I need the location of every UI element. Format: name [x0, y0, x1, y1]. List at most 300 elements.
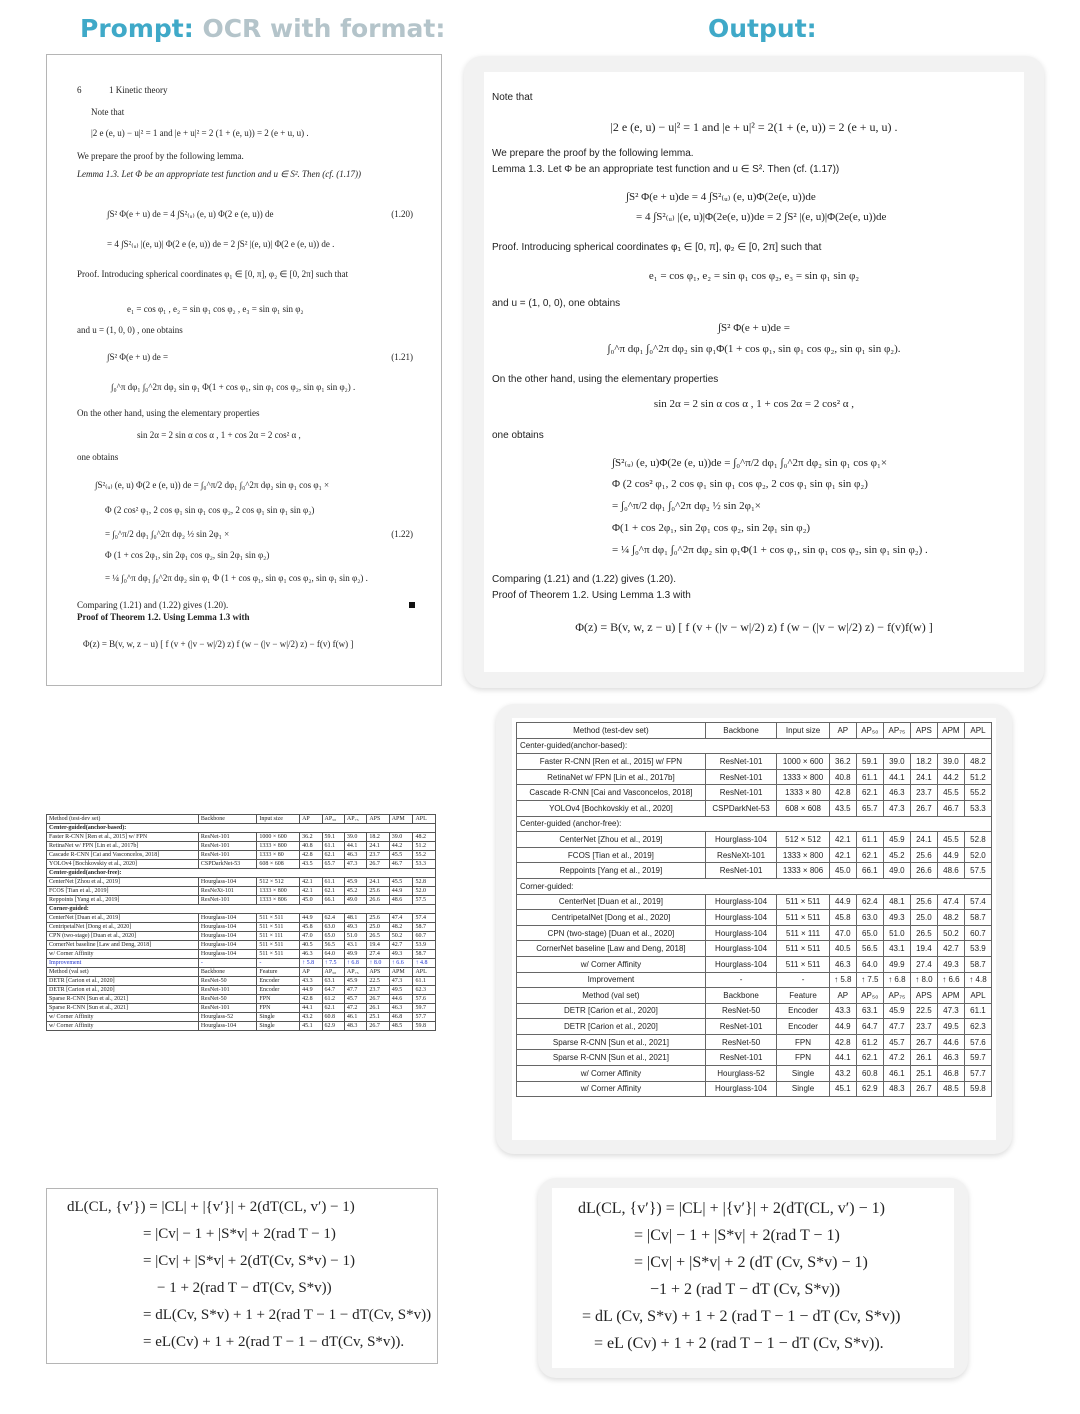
table-cell: w/ Corner Affinity [517, 1066, 706, 1082]
table-cell: 52.0 [413, 887, 436, 896]
output-card-table [496, 704, 1012, 1154]
table-cell: Hourglass-104 [705, 941, 776, 957]
table-cell: 24.1 [367, 842, 389, 851]
table-cell: 1333 × 800 [777, 847, 829, 863]
table-cell: Input size [257, 815, 300, 824]
table-cell: 64.0 [322, 950, 344, 959]
table-cell: 50.2 [937, 925, 964, 941]
table-cell: 23.7 [367, 986, 389, 995]
table-cell: 46.1 [883, 1066, 910, 1082]
table-cell: 47.2 [344, 1004, 366, 1013]
table-cell: 62.4 [856, 894, 883, 910]
table-cell: APL [413, 968, 436, 977]
table-cell: 48.3 [883, 1081, 910, 1097]
table-cell: 40.5 [300, 941, 322, 950]
table-cell: 56.5 [856, 941, 883, 957]
equation: = 4 ∫S²₍ᵤ₎ |(e, u)|Φ(2e(e, u))de = 2 ∫S² |(e, u)|Φ(2e(e, u))de [636, 211, 887, 223]
table-cell: ResNet-101 [198, 842, 256, 851]
equation: ∫S² Φ(e + u)de = [718, 322, 790, 334]
table-cell: 59.1 [322, 833, 344, 842]
table-cell: 55.2 [413, 851, 436, 860]
table-cell: 51.2 [413, 842, 436, 851]
table-cell: AP₅₀ [856, 723, 883, 739]
table-cell: Feature [777, 988, 829, 1004]
table-cell: 45.9 [883, 1003, 910, 1019]
table-header-row [47, 968, 436, 977]
output-card-formula [538, 1178, 968, 1378]
table-group-label: Corner-guided: [47, 905, 436, 914]
table-cell: 62.1 [322, 887, 344, 896]
table-cell: 22.5 [367, 977, 389, 986]
table-cell: AP₅₀ [322, 815, 344, 824]
table-cell: 27.4 [367, 950, 389, 959]
table-cell: 43.1 [344, 941, 366, 950]
table-cell: 26.7 [367, 860, 389, 869]
table-header-row [517, 988, 992, 1004]
table-row [47, 860, 436, 869]
table-cell: AP₇₅ [883, 988, 910, 1004]
table-cell: 46.7 [937, 800, 964, 816]
table-cell: 39.0 [389, 833, 413, 842]
table-cell: 61.1 [413, 977, 436, 986]
table-cell: APL [964, 723, 991, 739]
table-cell: Reppoints [Yang et al., 2019] [47, 896, 199, 905]
table-cell: Hourglass-104 [705, 1081, 776, 1097]
equation: Φ (1 + cos 2φ₁, sin 2φ₁ cos φ₂, sin 2φ₁ sin φ₂) [105, 550, 270, 560]
table-cell: 45.2 [883, 847, 910, 863]
table-cell: 57.5 [413, 896, 436, 905]
table-cell: 47.0 [300, 932, 322, 941]
equation: ∫S²₍ᵤ₎ (e, u)Φ(2e (e, u))de = ∫₀^π/2 dφ₁ ∫₀^2π dφ₂ sin φ₁ cos φ₁× [612, 457, 888, 469]
table-cell: Encoder [257, 986, 300, 995]
table-cell: 45.0 [829, 863, 856, 879]
table-row [47, 851, 436, 860]
equation: = dL (Cv, S*v) + 1 + 2 (rad T − 1 − dT (Cv, S*v)) [582, 1308, 901, 1325]
table-row [47, 995, 436, 1004]
table-group-label: Center-guided (anchor-free): [517, 816, 992, 832]
table-cell: Backbone [198, 815, 256, 824]
table-row [47, 1022, 436, 1031]
table-cell: CentripetalNet [Dong et al., 2020] [47, 923, 199, 932]
equation: dL(CL, {v′}) = |CL| + |{v′}| + 2(dT(CL, v′) − 1) [67, 1199, 355, 1215]
table-cell: DETR [Carion et al., 2020] [517, 1003, 706, 1019]
table-cell: 23.7 [367, 851, 389, 860]
table-cell: Single [777, 1066, 829, 1082]
table-cell: 45.0 [300, 896, 322, 905]
table-cell: 61.1 [856, 769, 883, 785]
table-cell: 44.9 [829, 1019, 856, 1035]
text-line: Comparing (1.21) and (1.22) gives (1.20). [77, 600, 229, 610]
table-cell: 56.5 [322, 941, 344, 950]
table-cell: 511 × 511 [257, 950, 300, 959]
table-cell: APM [937, 723, 964, 739]
table-cell: 47.7 [344, 986, 366, 995]
table-cell: 60.8 [856, 1066, 883, 1082]
table-cell: 26.7 [910, 1034, 937, 1050]
table-cell: 62.1 [322, 1004, 344, 1013]
equation: |2 e (e, u) − u|² = 1 and |e + u|² = 2(1 + (e, u)) = 2 (e + u, u) . [610, 120, 898, 134]
table-cell: 1333 × 806 [777, 863, 829, 879]
table-cell: DETR [Carion et al., 2020] [47, 977, 199, 986]
table-cell: w/ Corner Affinity [47, 1022, 199, 1031]
table-cell: Cascade R-CNN [Cai and Vasconcelos, 2018] [47, 851, 199, 860]
source-formula-page [46, 1188, 438, 1364]
table-cell: APS [910, 988, 937, 1004]
table-cell: 511 × 511 [257, 941, 300, 950]
table-cell: 61.1 [322, 878, 344, 887]
table-row [517, 847, 992, 863]
table-cell: 60.7 [964, 925, 991, 941]
table-cell: 64.7 [856, 1019, 883, 1035]
table-cell: APM [389, 815, 413, 824]
table-cell: 53.9 [964, 941, 991, 957]
table-cell: ResNet-50 [705, 1034, 776, 1050]
table-cell: RetinaNet w/ FPN [Lin et al., 2017b] [47, 842, 199, 851]
output-header: Output: [708, 14, 817, 43]
equation: − 1 + 2(rad T − dT(Cv, S*v)) [157, 1280, 332, 1296]
table-cell: 62.1 [322, 851, 344, 860]
table-row [47, 941, 436, 950]
table-cell: 60.8 [322, 1013, 344, 1022]
table-cell: 63.0 [322, 923, 344, 932]
table-cell: 43.3 [300, 977, 322, 986]
table-row [517, 800, 992, 816]
table-cell: APS [367, 815, 389, 824]
table-cell: 45.1 [300, 1022, 322, 1031]
table-row [47, 833, 436, 842]
table-cell: 511 × 511 [777, 894, 829, 910]
table-row [517, 1066, 992, 1082]
table-cell: 42.1 [300, 878, 322, 887]
table-cell: 61.2 [856, 1034, 883, 1050]
equation: = ¼ ∫₀^π dφ₁ ∫₀^2π dφ₂ sin φ₁ Φ (1 + cos φ₁, sin φ₁ cos φ₂, sin φ₁ sin φ₂) . [105, 573, 368, 583]
table-cell: 46.3 [937, 1050, 964, 1066]
table-cell: APM [937, 988, 964, 1004]
table-cell: 59.7 [964, 1050, 991, 1066]
table-cell: Method (val set) [517, 988, 706, 1004]
table-row [517, 785, 992, 801]
equation: ∫S²₍ᵤ₎ (e, u) Φ(2 e (e, u)) de = ∫₀^π/2 dφ₁ ∫₀^2π dφ₂ sin φ₁ cos φ₁ × [95, 480, 330, 490]
table-cell: 511 × 511 [257, 914, 300, 923]
table-cell: 63.1 [856, 1003, 883, 1019]
table-cell: 42.1 [829, 832, 856, 848]
table-cell: 46.8 [389, 1013, 413, 1022]
table-cell: 43.1 [883, 941, 910, 957]
table-cell: 47.3 [883, 800, 910, 816]
table-cell: 45.5 [389, 851, 413, 860]
table-cell: 49.9 [883, 956, 910, 972]
table-cell: 48.5 [937, 1081, 964, 1097]
table-cell: YOLOv4 [Bochkovskiy et al., 2020] [517, 800, 706, 816]
table-group-row [517, 878, 992, 894]
table-cell: 24.1 [367, 878, 389, 887]
lemma: Lemma 1.3. Let Φ be an appropriate test function and u ∈ S². Then (cf. (1.17)) [492, 164, 840, 175]
text-line: On the other hand, using the elementary properties [492, 374, 719, 385]
table-cell: - [777, 972, 829, 988]
output-card-kinetic [464, 56, 1044, 688]
table-cell: 19.4 [910, 941, 937, 957]
table-cell: 46.3 [344, 851, 366, 860]
table-cell: 57.5 [964, 863, 991, 879]
table-row [47, 986, 436, 995]
table-cell: Hourglass-104 [198, 914, 256, 923]
table-cell: 48.2 [413, 833, 436, 842]
table-cell: 26.5 [367, 932, 389, 941]
table-cell: 512 × 512 [777, 832, 829, 848]
table-cell: ↑ 5.8 [300, 959, 322, 968]
eq-tag: (1.21) [391, 352, 413, 362]
table-cell: Hourglass-52 [705, 1066, 776, 1082]
equation: = dL(Cv, S*v) + 1 + 2(rad T − 1 − dT(Cv, S*v)) [143, 1307, 432, 1323]
table-cell: 44.1 [300, 1004, 322, 1013]
table-cell: Hourglass-104 [198, 923, 256, 932]
table-cell: - [705, 972, 776, 988]
table-cell: 26.7 [910, 800, 937, 816]
equation: Φ (2 cos² φ₁, 2 cos φ₁ sin φ₁ cos φ₂, 2 cos φ₁ sin φ₁ sin φ₂) [105, 505, 315, 515]
table-group-row [517, 738, 992, 754]
table-cell: 48.3 [344, 1022, 366, 1031]
table-cell: 1000 × 600 [257, 833, 300, 842]
table-cell: Encoder [777, 1003, 829, 1019]
table-cell: 65.0 [856, 925, 883, 941]
table-cell: 58.7 [413, 950, 436, 959]
table-cell: 18.2 [910, 754, 937, 770]
table-cell: Faster R-CNN [Ren et al., 2015] w/ FPN [517, 754, 706, 770]
equation: Φ(z) = B(v, w, z − u) [ f (v + (|v − w|/2) z) f (w − (|v − w|/2) z) − f(v)f(w) ] [575, 620, 933, 634]
table-cell: 43.3 [829, 1003, 856, 1019]
table-cell: 61.1 [856, 832, 883, 848]
table-cell: ResNet-101 [705, 863, 776, 879]
table-row [47, 923, 436, 932]
table-cell: 58.7 [413, 923, 436, 932]
table-cell: 42.8 [829, 1034, 856, 1050]
table-cell: 44.9 [937, 847, 964, 863]
table-cell: 48.6 [389, 896, 413, 905]
table-cell: 25.6 [910, 847, 937, 863]
table-cell: Feature [257, 968, 300, 977]
table-cell: 43.2 [300, 1013, 322, 1022]
table-cell: 26.7 [367, 995, 389, 1004]
table-cell: ResNet-101 [198, 833, 256, 842]
table-cell: DETR [Carion et al., 2020] [47, 986, 199, 995]
table-cell: 39.0 [883, 754, 910, 770]
equation: −1 + 2 (rad T − dT (Cv, S*v)) [650, 1281, 841, 1298]
table-cell: AP [300, 815, 322, 824]
table-cell: 23.7 [910, 785, 937, 801]
table-cell: 66.1 [322, 896, 344, 905]
table-cell: 49.0 [883, 863, 910, 879]
table-cell: 36.2 [829, 754, 856, 770]
table-row [517, 925, 992, 941]
table-cell: 61.1 [964, 1003, 991, 1019]
table-cell: AP [829, 723, 856, 739]
table-cell: 42.8 [829, 785, 856, 801]
table-cell: ResNet-50 [198, 977, 256, 986]
table-row [517, 1050, 992, 1066]
equation: sin 2α = 2 sin α cos α , 1 + cos 2α = 2 cos² α , [653, 398, 855, 410]
table-cell: 43.5 [300, 860, 322, 869]
table-group-label: Center-guided(anchor-based): [517, 738, 992, 754]
table-cell: Hourglass-104 [705, 956, 776, 972]
equation: = eL (Cv) + 1 + 2 (rad T − 1 − dT (Cv, S*v)). [594, 1335, 884, 1352]
table-cell: ResNet-101 [198, 1004, 256, 1013]
table-cell: 45.9 [344, 977, 366, 986]
table-group-row [517, 816, 992, 832]
table-cell: 63.1 [322, 977, 344, 986]
proof-line: Proof of Theorem 1.2. Using Lemma 1.3 with [77, 612, 250, 622]
table-cell: AP [300, 968, 322, 977]
table-cell: Method (test-dev set) [517, 723, 706, 739]
page-number: 6 [77, 85, 82, 95]
table-cell: - [198, 959, 256, 968]
table-cell: 57.7 [964, 1066, 991, 1082]
table-cell: CenterNet [Zhou et al., 2019] [47, 878, 199, 887]
table-cell: 44.9 [389, 887, 413, 896]
table-cell: 26.5 [910, 925, 937, 941]
table-cell: 42.8 [300, 851, 322, 860]
table-cell: Cascade R-CNN [Cai and Vasconcelos, 2018] [517, 785, 706, 801]
text-line: We prepare the proof by the following lemma. [492, 148, 694, 159]
equation: sin 2α = 2 sin α cos α , 1 + cos 2α = 2 cos² α , [137, 430, 301, 440]
table-cell: CornerNet baseline [Law and Deng, 2018] [47, 941, 199, 950]
table-cell: 45.9 [883, 832, 910, 848]
table-row [517, 956, 992, 972]
table-cell: 49.9 [344, 950, 366, 959]
table-cell: 44.1 [883, 769, 910, 785]
table-cell: 50.2 [389, 932, 413, 941]
source-page-kinetic [46, 54, 442, 686]
output-results-table [516, 722, 992, 1097]
table-row [517, 832, 992, 848]
table-cell: 511 × 511 [257, 923, 300, 932]
table-cell: 62.3 [413, 986, 436, 995]
table-cell: 1333 × 800 [257, 887, 300, 896]
table-cell: 47.3 [937, 1003, 964, 1019]
table-cell: 59.8 [964, 1081, 991, 1097]
table-cell: Hourglass-104 [705, 910, 776, 926]
table-cell: 48.1 [883, 894, 910, 910]
table-cell: 44.1 [344, 842, 366, 851]
table-row [47, 878, 436, 887]
table-cell: 47.3 [389, 977, 413, 986]
table-cell: Method (val set) [47, 968, 199, 977]
table-cell: DETR [Carion et al., 2020] [517, 1019, 706, 1035]
table-cell: 25.1 [910, 1066, 937, 1082]
eq-tag: (1.22) [391, 529, 413, 539]
table-row [47, 896, 436, 905]
table-cell: CPN (two-stage) [Duan et al., 2020] [517, 925, 706, 941]
table-cell: 66.1 [856, 863, 883, 879]
table-cell: AP [829, 988, 856, 1004]
table-cell: Backbone [705, 988, 776, 1004]
equation: e₁ = cos φ₁, e₂ = sin φ₁ cos φ₂, e₃ = sin φ₁ sin φ₂ [648, 270, 860, 282]
table-cell: Hourglass-104 [198, 1022, 256, 1031]
table-cell: CenterNet [Zhou et al., 2019] [517, 832, 706, 848]
table-cell: 46.3 [829, 956, 856, 972]
equation: = |Cv| + |S*v| + 2 (dT (Cv, S*v) − 1) [634, 1254, 868, 1271]
table-cell: 40.8 [300, 842, 322, 851]
table-cell: 62.1 [856, 1050, 883, 1066]
table-cell: ResNet-50 [705, 1003, 776, 1019]
table-cell: 45.7 [883, 1034, 910, 1050]
table-cell: ResNet-101 [705, 769, 776, 785]
table-cell: 62.4 [322, 914, 344, 923]
equation: Φ(1 + cos 2φ₁, sin 2φ₁ cos φ₂, sin 2φ₁ sin φ₂) [612, 522, 811, 534]
table-cell: 45.5 [389, 878, 413, 887]
table-cell: 63.0 [856, 910, 883, 926]
table-cell: 46.8 [937, 1066, 964, 1082]
table-cell: ResNet-101 [705, 785, 776, 801]
improvement-row [47, 959, 436, 968]
table-cell: 25.0 [367, 923, 389, 932]
table-cell: 42.1 [829, 847, 856, 863]
equation: = ∫₀^π/2 dφ₁ ∫₀^2π dφ₂ ½ sin 2φ₁× [612, 500, 761, 512]
table-row [517, 894, 992, 910]
table-row [517, 910, 992, 926]
table-cell: 511 × 111 [257, 932, 300, 941]
improvement-row [517, 972, 992, 988]
table-cell: 23.7 [910, 1019, 937, 1035]
table-cell: 26.6 [367, 896, 389, 905]
table-cell: 25.0 [910, 910, 937, 926]
table-header-row [517, 723, 992, 739]
table-cell: 44.2 [937, 769, 964, 785]
table-cell: APS [367, 968, 389, 977]
table-cell: Reppoints [Yang et al., 2019] [517, 863, 706, 879]
table-cell: Backbone [198, 968, 256, 977]
table-cell: Improvement [47, 959, 199, 968]
table-cell: 43.5 [829, 800, 856, 816]
table-cell: FCOS [Tian et al., 2019] [47, 887, 199, 896]
table-row [47, 950, 436, 959]
table-cell: AP₅₀ [856, 988, 883, 1004]
proof-line: Proof. Introducing spherical coordinates φ₁ ∈ [0, π], φ₂ ∈ [0, 2π] such that [77, 269, 349, 279]
table-cell: 1333 × 80 [257, 851, 300, 860]
table-cell: 62.9 [322, 1022, 344, 1031]
table-group-row [47, 869, 436, 878]
table-cell: FPN [257, 995, 300, 1004]
table-cell: Input size [777, 723, 829, 739]
equation: = |Cv| − 1 + |S*v| + 2(rad T − 1) [634, 1227, 840, 1244]
table-cell: 26.1 [367, 1004, 389, 1013]
table-cell: ResNet-101 [198, 851, 256, 860]
table-group-label: Center-guided(anchor-based): [47, 824, 436, 833]
table-cell: 44.1 [829, 1050, 856, 1066]
table-cell: 57.6 [413, 995, 436, 1004]
table-cell: 53.3 [413, 860, 436, 869]
table-row [517, 769, 992, 785]
qed-icon [409, 602, 415, 608]
table-cell: 36.2 [300, 833, 322, 842]
table-cell: YOLOv4 [Bochkovskiy et al., 2020] [47, 860, 199, 869]
table-row [517, 754, 992, 770]
table-cell: FCOS [Tian et al., 2019] [517, 847, 706, 863]
running-head: 1 Kinetic theory [109, 85, 168, 95]
table-cell: CSPDarkNet-53 [705, 800, 776, 816]
equation: = |Cv| + |S*v| + 2(dT(Cv, S*v) − 1) [143, 1253, 355, 1269]
table-cell: 58.7 [964, 910, 991, 926]
table-cell: 53.9 [413, 941, 436, 950]
table-cell: 48.6 [937, 863, 964, 879]
equation: |2 e (e, u) − u|² = 1 and |e + u|² = 2 (1 + (e, u)) = 2 (e + u, u) . [91, 128, 309, 138]
text-line: and u = (1, 0, 0), one obtains [492, 298, 621, 309]
table-cell: APL [964, 988, 991, 1004]
table-row [47, 932, 436, 941]
table-cell: ↑ 4.8 [964, 972, 991, 988]
table-cell: Hourglass-104 [198, 950, 256, 959]
table-cell: 52.8 [413, 878, 436, 887]
table-cell: 53.3 [964, 800, 991, 816]
